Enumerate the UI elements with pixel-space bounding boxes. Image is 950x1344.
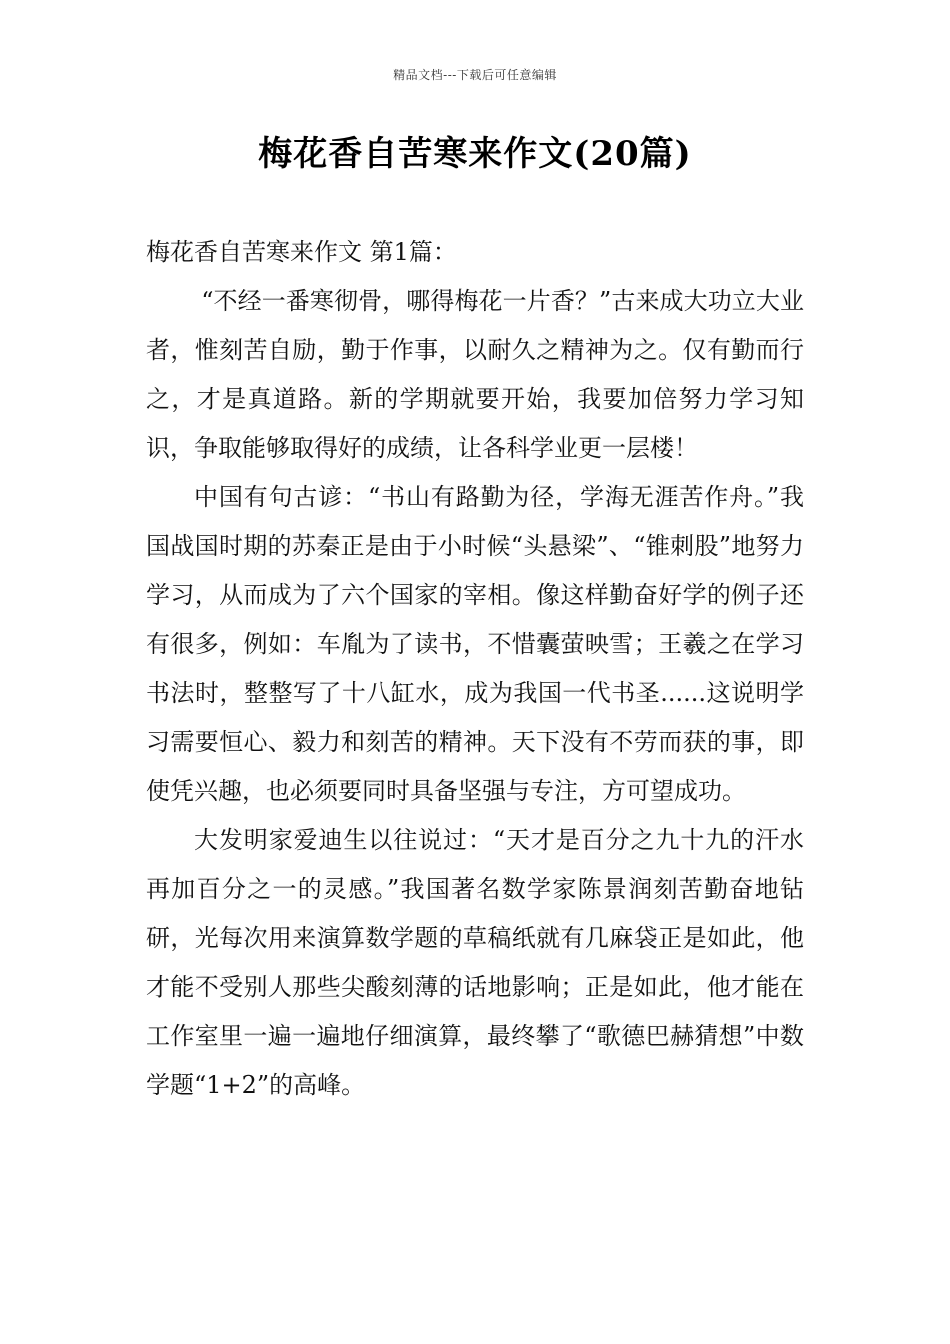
page-header: 精品文档---下载后可任意编辑 bbox=[393, 68, 557, 82]
document-title: 梅花香自苦寒来作文(20篇) bbox=[258, 134, 692, 174]
paragraph-1: “不经一番寒彻骨，哪得梅花一片香？”古来成大功立大业者，惟刻苦自励，勤于作事，以耐久之精神为之。仅有勤而行之，才是真道路。新的学期就要开始，我要加倍努力学习知识，争取能够取得好的成绩，让各科学业更一层楼！ bbox=[146, 287, 804, 462]
section-heading: 梅花香自苦寒来作文 第1篇： bbox=[146, 238, 457, 266]
paragraph-2: 中国有句古谚：“书山有路勤为径，学海无涯苦作舟。”我国战国时期的苏秦正是由于小时候“头悬梁”、“锥刺股”地努力学习，从而成为了六个国家的宰相。像这样勤奋好学的例子还有很多，例如：车胤为了读书，不惜囊萤映雪；王羲之在学习书法时，整整写了十八缸水，成为我国一代书圣......这说明学习需要恒心、毅力和刻苦的精神。天下没有不劳而获的事，即使凭兴趣，也必须要同时具备坚强与专注，方可望成功。 bbox=[146, 483, 804, 805]
document-body bbox=[146, 228, 804, 1110]
paragraph-3: 大发明家爱迪生以往说过：“天才是百分之九十九的汗水再加百分之一的灵感。”我国著名数学家陈景润刻苦勤奋地钻研，光每次用来演算数学题的草稿纸就有几麻袋正是如此，他才能不受别人那些尖酸刻薄的话地影响；正是如此，他才能在工作室里一遍一遍地仔细演算，最终攀了“歌德巴赫猜想”中数学题“1+2”的高峰。 bbox=[146, 826, 804, 1099]
